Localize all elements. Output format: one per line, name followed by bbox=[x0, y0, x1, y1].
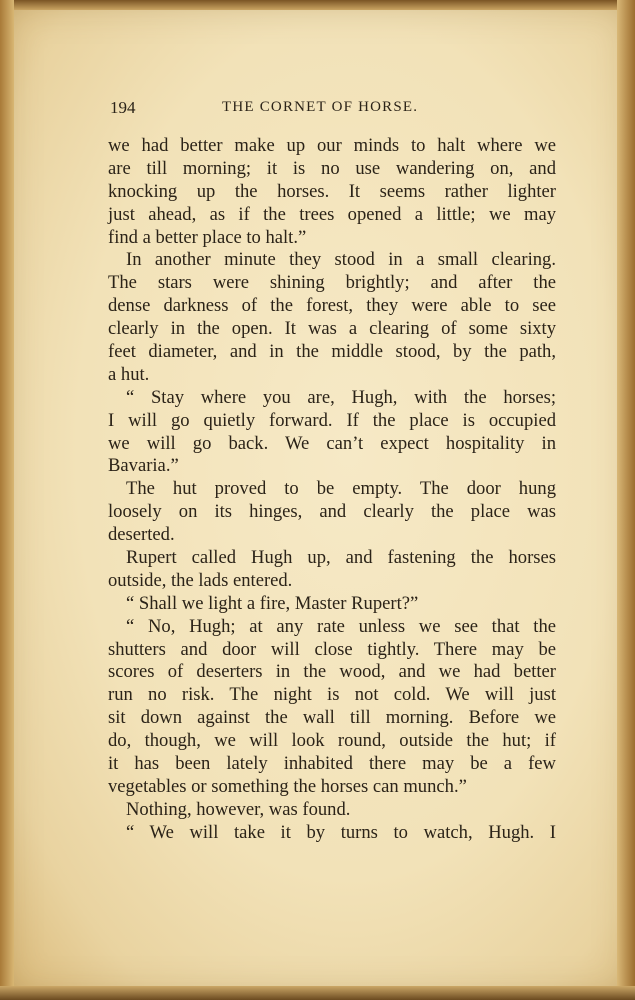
text-line: sit down against the wall till morning. Before we bbox=[108, 707, 556, 729]
text-line: “ No, Hugh; at any rate unless we see that the bbox=[126, 615, 556, 637]
text-line: knocking up the horses. It seems rather lighter bbox=[108, 180, 556, 202]
page-number: 194 bbox=[110, 98, 136, 117]
text-line: find a better place to halt.” bbox=[108, 226, 307, 248]
text-line: are till morning; it is no use wandering on, and bbox=[108, 157, 556, 179]
text-line: “ We will take it by turns to watch, Hugh. I bbox=[126, 821, 556, 843]
body-text bbox=[108, 135, 556, 845]
text-line: outside, the lads entered. bbox=[108, 569, 293, 591]
page-edge-bottom bbox=[0, 986, 635, 1000]
text-line: clearly in the open. It was a clearing of some sixty bbox=[108, 318, 556, 340]
text-line: do, though, we will look round, outside the hut; if bbox=[108, 730, 556, 752]
text-line: deserted. bbox=[108, 524, 175, 546]
page-edge-right bbox=[617, 0, 635, 1000]
text-line: a hut. bbox=[108, 363, 150, 385]
text-line: scores of deserters in the wood, and we had better bbox=[108, 661, 556, 683]
text-line: just ahead, as if the trees opened a little; we may bbox=[108, 203, 556, 225]
text-line: “ Shall we light a fire, Master Rupert?” bbox=[126, 592, 419, 614]
page-edge-top bbox=[0, 0, 635, 10]
text-line: Nothing, however, was found. bbox=[126, 798, 351, 820]
text-line: “ Stay where you are, Hugh, with the horses; bbox=[126, 386, 556, 408]
text-line: Rupert called Hugh up, and fastening the horses bbox=[126, 547, 556, 569]
running-title: THE CORNET OF HORSE. bbox=[222, 99, 419, 115]
text-line: loosely on its hinges, and clearly the place was bbox=[108, 501, 556, 523]
text-line: dense darkness of the forest, they were able to see bbox=[108, 295, 556, 317]
text-line: we will go back. We can’t expect hospitality in bbox=[108, 432, 556, 454]
text-line: The hut proved to be empty. The door hung bbox=[126, 478, 556, 500]
text-line: feet diameter, and in the middle stood, by the path, bbox=[108, 341, 556, 363]
text-line: The stars were shining brightly; and after the bbox=[108, 272, 556, 294]
text-line: we had better make up our minds to halt where we bbox=[108, 135, 556, 156]
text-line: vegetables or something the horses can munch.” bbox=[108, 775, 467, 797]
text-line: shutters and door will close tightly. There may be bbox=[108, 638, 556, 660]
running-head bbox=[110, 98, 554, 122]
text-line: In another minute they stood in a small clearing. bbox=[126, 249, 556, 271]
page-edge-left bbox=[0, 0, 14, 1000]
text-line: Bavaria.” bbox=[108, 455, 179, 477]
text-line: run no risk. The night is not cold. We will just bbox=[108, 684, 556, 706]
text-line: it has been lately inhabited there may be a few bbox=[108, 753, 556, 775]
text-line: I will go quietly forward. If the place is occupied bbox=[108, 409, 556, 431]
